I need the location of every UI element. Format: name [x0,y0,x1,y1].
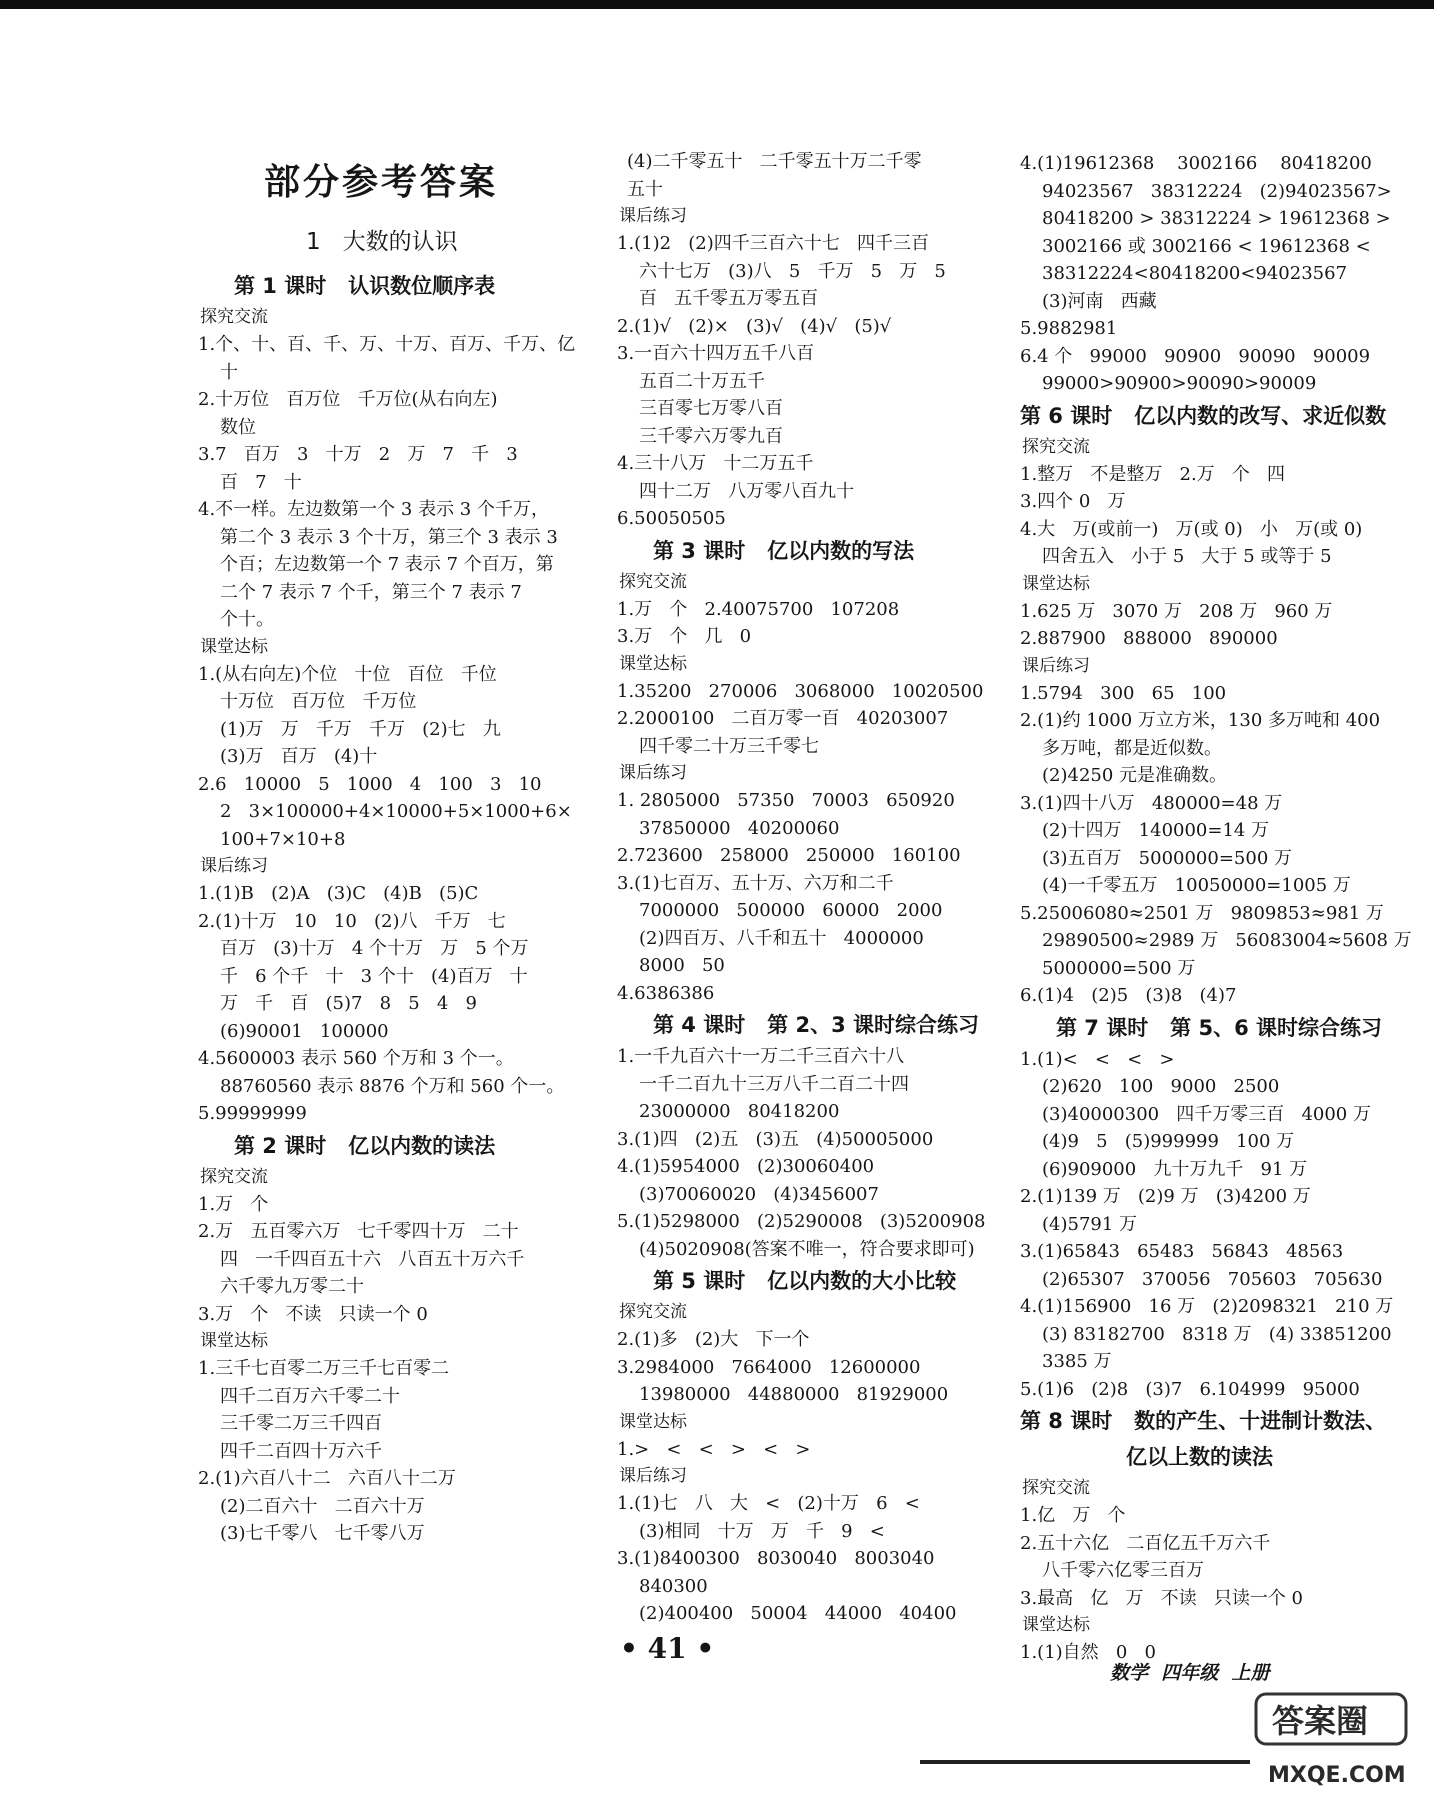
answer-line: 4.6386386 [617,982,715,1004]
footer-rule [920,1760,1250,1764]
answer-line: 3385 万 [1042,1351,1112,1372]
answer-line: (3)万 百万 (4)十 [220,746,378,767]
answer-line: 1.(1)七 八 大 < (2)十万 6 < [617,1493,920,1514]
answer-line: 百 五千零五万零五百 [639,288,819,309]
answer-line: 6.(1)4 (2)5 (3)8 (4)7 [1020,985,1237,1006]
answer-line: 1.亿 万 个 [1020,1505,1126,1526]
answer-line: 四千零二十万三千零七 [639,735,819,757]
answer-line: 1.(1)2 (2)四千三百六十七 四千三百 [617,233,929,254]
section-heading: 探究交流 [619,571,687,592]
answer-line: 四千二百万六千零二十 [220,1385,400,1407]
answer-line: (2)四百万、八千和五十 4000000 [639,927,924,949]
answer-line: 百 7 十 [220,471,302,493]
answer-line: 37850000 40200060 [639,817,840,839]
answer-line: 六千零九万零二十 [220,1276,364,1297]
answer-line: 四舍五入 小于 5 大于 5 或等于 5 [1042,546,1332,567]
answer-line: 5.(1)5298000 (2)5290008 (3)5200908 [617,1211,986,1232]
lesson-heading: 第 2 课时 亿以内数的读法 [234,1133,496,1158]
answer-line: 1.三千七百零二万三千七百零二 [198,1358,450,1379]
answer-line: 1.万 个 2.40075700 107208 [617,598,900,620]
page-number: • 41 • [620,1632,715,1665]
lesson-heading: 第 4 课时 第 2、3 课时综合练习 [653,1013,980,1037]
answer-line: (2)二百六十 二百六十万 [220,1495,425,1517]
answer-line: 四 一千四百五十六 八百五十万六千 [220,1248,525,1270]
answer-line: 1.625 万 3070 万 208 万 960 万 [1020,600,1333,622]
answer-line: 3.万 个 几 0 [617,626,752,647]
section-heading: 课后练习 [1022,655,1090,676]
lesson-heading: 第 6 课时 亿以内数的改写、求近似数 [1020,403,1387,428]
answer-line: 十 [220,361,238,383]
answer-line: 5000000=500 万 [1042,957,1196,979]
answer-line: 八千零六亿零三百万 [1042,1560,1204,1581]
answer-line: 7000000 500000 60000 2000 [639,900,943,921]
answer-line: 十万位 百万位 千万位 [220,691,417,712]
answer-line: (4)5020908(答案不唯一，符合要求即可) [639,1238,975,1260]
book-footer: 数学 四年级 上册 [1110,1662,1270,1684]
answer-line: 100+7×10+8 [220,828,346,850]
answer-line: 8000 50 [639,955,725,976]
answer-line: 2.(1)多 (2)大 下一个 [617,1329,810,1350]
answer-line: (4)二千零五十 二千零五十万二千零 [627,151,922,172]
answer-line: 88760560 表示 8876 个万和 560 个一。 [220,1075,565,1097]
answer-line: 29890500≈2989 万 56083004≈5608 万 [1042,930,1412,951]
lesson-heading: 第 3 课时 亿以内数的写法 [653,538,915,563]
section-heading: 探究交流 [1022,436,1090,457]
answer-line: 4.大 万(或前一) 万(或 0) 小 万(或 0) [1020,518,1363,540]
section-heading: 课后练习 [619,206,687,226]
answer-line: 百万 (3)十万 4 个十万 万 5 个万 [220,938,529,959]
answer-line: (3)五百万 5000000=500 万 [1042,847,1292,869]
lesson-heading: 第 7 课时 第 5、6 课时综合练习 [1056,1015,1383,1040]
answer-line: 2 3×100000+4×10000+5×1000+6× [220,801,572,822]
answer-line: 1.个、十、百、千、万、十万、百万、千万、亿 [198,334,576,355]
answer-line: (2)400400 50004 44000 40400 [639,1603,957,1624]
answer-line: 13980000 44880000 81929000 [639,1384,949,1405]
top-border [0,0,1434,9]
section-heading: 探究交流 [619,1302,687,1322]
answer-line: 38312224<80418200<94023567 [1042,263,1348,284]
answer-line: 2.(1)约 1000 万立方米，130 多万吨和 400 [1020,710,1381,731]
section-heading: 课堂达标 [200,1331,268,1351]
answer-line: 2.五十六亿 二百亿五千万六千 [1020,1532,1271,1554]
answer-line: (3)70060020 (4)3456007 [639,1183,879,1205]
answer-line: 1.(1)< < < > [1020,1048,1175,1070]
watermark-site: MXQE.COM [1268,1763,1406,1788]
answer-line: 第二个 3 表示 3 个十万，第三个 3 表示 3 [220,526,558,548]
page-title: 部分参考答案 [264,162,499,203]
answer-line: 四十二万 八万零八百九十 [639,480,855,502]
answer-line: (4)5791 万 [1042,1213,1138,1235]
answer-line: (4)一千零五万 10050000=1005 万 [1042,875,1351,896]
section-heading: 课后练习 [200,856,268,876]
answer-line: 3.(1)四十八万 480000=48 万 [1020,792,1283,814]
answer-line: 千 6 个千 十 3 个十 (4)百万 十 [220,965,528,987]
answer-line: 1. 2805000 57350 70003 650920 [617,790,955,811]
section-heading: 课堂达标 [619,653,687,674]
section-heading: 课后练习 [619,763,687,783]
answer-line: 80418200 > 38312224 > 19612368 > [1042,208,1391,229]
answer-line: 3002166 或 3002166 < 19612368 < [1042,235,1371,257]
chapter-title: 1 大数的认识 [306,229,458,255]
answer-line: 3.四个 0 万 [1020,491,1126,512]
answer-line: 4.三十八万 十二万五千 [617,453,814,474]
answer-line: 五百二十万五千 [639,370,765,392]
answer-line: (6)90001 100000 [220,1020,389,1042]
answer-line: (3) 83182700 8318 万 (4) 33851200 [1042,1323,1392,1345]
answer-line: 1.> < < > < > [617,1438,811,1460]
answer-line: 23000000 80418200 [639,1101,840,1122]
answer-line: 3.最高 亿 万 不读 只读一个 0 [1020,1587,1304,1609]
answer-line: 3.一百六十四万五千八百 [617,343,815,364]
answer-line: 5.9882981 [1020,318,1118,339]
answer-line: 5.(1)6 (2)8 (3)7 6.104999 95000 [1020,1378,1360,1400]
answer-line: (3)相同 十万 万 千 9 < [639,1520,885,1542]
answer-line: (2)65307 370056 705603 705630 [1042,1268,1383,1290]
answer-line: 3.(1)七百万、五十万、六万和二千 [617,872,894,894]
answer-line: 1.(1)B (2)A (3)C (4)B (5)C [198,883,479,904]
answer-line: 4.(1)5954000 (2)30060400 [617,1156,875,1177]
lesson-heading: 亿以上数的读法 [1126,1445,1273,1469]
answer-line: 3.7 百万 3 十万 2 万 7 千 3 [198,444,518,465]
answer-line: 数位 [220,416,256,438]
answer-column-3 [1020,150,1434,1667]
answer-line: 六十七万 (3)八 5 千万 5 万 5 [639,260,946,282]
answer-line: 4.(1)19612368 3002166 80418200 [1020,153,1372,174]
answer-line: 2.十万位 百万位 千万位(从右向左) [198,389,498,410]
answer-line: 三百零七万零八百 [639,398,783,419]
answer-line: 五十 [627,178,663,200]
answer-line: (2)4250 元是准确数。 [1042,765,1228,786]
answer-line: 3.(1)四 (2)五 (3)五 (4)50005000 [617,1128,934,1150]
answer-line: 三千零六万零九百 [639,425,783,447]
section-heading: 探究交流 [200,307,268,327]
watermark-logo [1250,1690,1420,1795]
answer-line: (6)909000 九十万九千 91 万 [1042,1158,1308,1180]
answer-line: (2)十四万 140000=14 万 [1042,820,1270,841]
answer-line: 1.(从右向左)个位 十位 百位 千位 [198,663,497,685]
answer-line: (3)河南 西藏 [1042,290,1157,312]
section-heading: 课堂达标 [200,636,268,657]
answer-line: 4.(1)156900 16 万 (2)2098321 210 万 [1020,1296,1394,1317]
answer-line: (3)40000300 四千万零三百 4000 万 [1042,1103,1371,1125]
answer-line: 6.4 个 99000 90900 90090 90009 [1020,345,1371,367]
answer-line: 2.(1)√ (2)× (3)√ (4)√ (5)√ [617,315,892,337]
answer-line: 1.35200 270006 3068000 10020500 [617,680,984,702]
answer-line: 94023567 38312224 (2)94023567> [1042,180,1392,202]
answer-line: 个十。 [220,609,274,630]
answer-line: 2.万 五百零六万 七千零四十万 二十 [198,1221,519,1242]
section-heading: 课堂达标 [1022,573,1090,594]
answer-line: (1)万 万 千万 千万 (2)七 九 [220,718,501,740]
answer-column-1 [198,150,578,1548]
section-heading: 课堂达标 [1022,1615,1090,1635]
answer-line: 99000>90900>90090>90009 [1042,373,1317,394]
answer-line: 2.887900 888000 890000 [1020,628,1278,649]
answer-line: 2.(1)六百八十二 六百八十二万 [198,1468,456,1489]
answer-line: 四千二百四十万六千 [220,1440,382,1462]
answer-line: (2)620 100 9000 2500 [1042,1076,1280,1097]
section-heading: 探究交流 [1022,1478,1090,1498]
answer-line: 1.一千九百六十一万二千三百六十八 [617,1046,905,1067]
answer-line: 二个 7 表示 7 个千，第三个 7 表示 7 [220,581,522,603]
answer-line: 1.万 个 [198,1193,269,1215]
answer-line: 1.(1)自然 0 0 [1020,1642,1156,1663]
section-heading: 课后练习 [619,1466,687,1486]
section-heading: 探究交流 [200,1166,268,1187]
answer-line: 4.5600003 表示 560 个万和 3 个一。 [198,1048,514,1069]
lesson-heading: 第 1 课时 认识数位顺序表 [234,274,496,298]
answer-line: 3.2984000 7664000 12600000 [617,1356,921,1378]
answer-line: (4)9 5 (5)999999 100 万 [1042,1131,1295,1152]
answer-line: 3.(1)8400300 8030040 8003040 [617,1548,935,1569]
watermark-glyph: 答案圈 [1272,1702,1369,1740]
answer-line: 个百；左边数第一个 7 表示 7 个百万，第 [220,554,554,575]
answer-line: 多万吨，都是近似数。 [1042,737,1222,759]
lesson-heading: 第 5 课时 亿以内数的大小比较 [653,1269,957,1293]
answer-line: 4.不一样。左边数第一个 3 表示 3 个千万， [198,499,549,520]
answer-line: 2.(1)十万 10 10 (2)八 千万 七 [198,910,506,932]
answer-line: (3)七千零八 七千零八万 [220,1523,425,1544]
answer-line: 三千零二万三千四百 [220,1413,382,1434]
section-heading: 课堂达标 [619,1411,687,1432]
answer-line: 5.99999999 [198,1103,307,1124]
answer-line: 840300 [639,1575,708,1597]
answer-line: 2.2000100 二百万零一百 40203007 [617,708,949,729]
answer-line: 1.5794 300 65 100 [1020,682,1227,704]
answer-line: 3.万 个 不读 只读一个 0 [198,1303,428,1325]
answer-line: 5.25006080≈2501 万 9809853≈981 万 [1020,902,1384,924]
answer-line: 一千二百九十三万八千二百二十四 [639,1073,909,1095]
answer-line: 1.整万 不是整万 2.万 个 四 [1020,463,1286,485]
answer-line: 6.50050505 [617,508,726,529]
answer-line: 2.(1)139 万 (2)9 万 (3)4200 万 [1020,1186,1311,1207]
answer-column-2 [617,148,1012,1628]
answer-line: 3.(1)65843 65483 56843 48563 [1020,1241,1344,1262]
answer-line: 2.6 10000 5 1000 4 100 3 10 [198,773,542,795]
answer-line: 万 千 百 (5)7 8 5 4 9 [220,993,477,1014]
lesson-heading: 第 8 课时 数的产生、十进制计数法、 [1020,1409,1387,1433]
answer-line: 2.723600 258000 250000 160100 [617,845,961,866]
